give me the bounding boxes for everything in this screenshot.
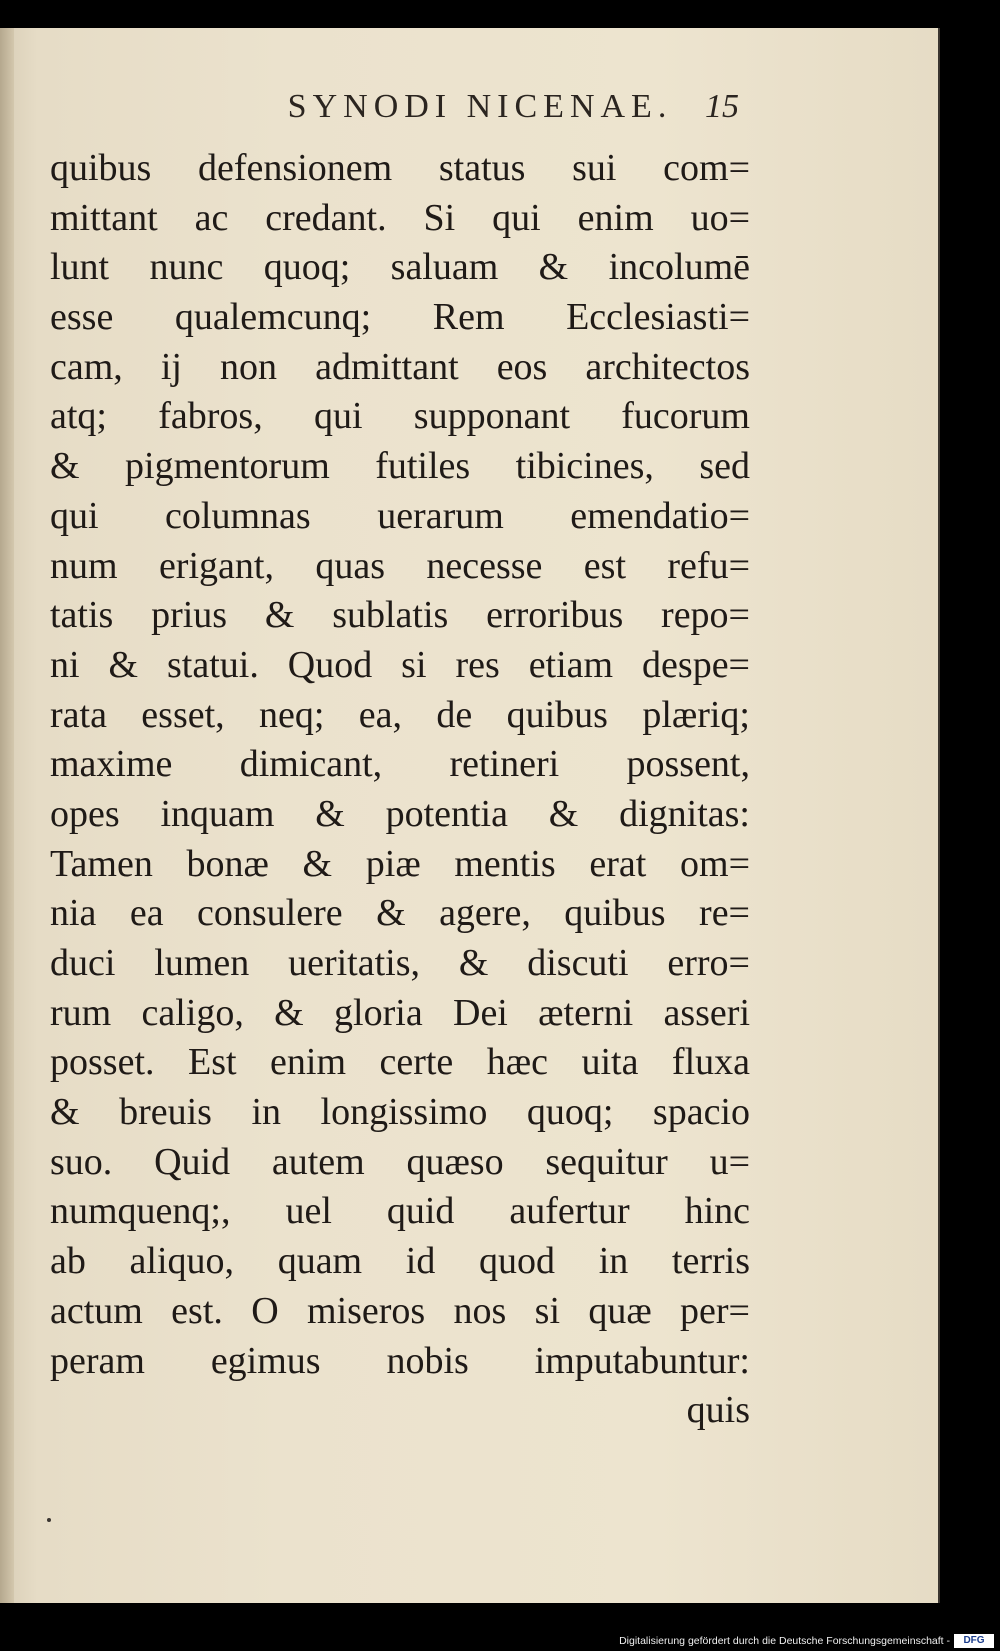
text-line: & breuis in longissimo quoq; spacio [50, 1091, 750, 1134]
text-line: posset. Est enim certe hæc uita fluxa [50, 1041, 750, 1084]
text-line: num erigant, quas necesse est refu= [50, 544, 750, 587]
body-text [50, 144, 750, 1436]
text-line: mittant ac credant. Si qui enim uo= [50, 196, 750, 239]
text-line: esse qualemcunq; Rem Ecclesiasti= [50, 296, 750, 339]
text-line: tatis prius & sublatis erroribus repo= [50, 594, 750, 637]
text-line: ni & statui. Quod si res etiam despe= [50, 643, 750, 686]
text-line: ab aliquo, quam id quod in terris [50, 1240, 750, 1283]
text-line: atq; fabros, qui supponant fucorum [50, 395, 750, 438]
funding-notice: Digitalisierung gefördert durch die Deutsche Forschungsgemeinschaft - [619, 1635, 950, 1647]
text-line: opes inquam & potentia & dignitas: [50, 792, 750, 835]
footer-bar [0, 1611, 1000, 1651]
text-line: & pigmentorum futiles tibicines, sed [50, 445, 750, 488]
text-line: Tamen bonæ & piæ mentis erat om= [50, 842, 750, 885]
ink-speck [47, 1518, 51, 1522]
catchword: quis [686, 1389, 750, 1432]
text-line: actum est. O miseros nos si quæ per= [50, 1289, 750, 1332]
text-line: lunt nunc quoq; saluam & incolumē [50, 246, 750, 289]
dfg-logo: DFG [954, 1634, 994, 1648]
text-line: qui columnas uerarum emendatio= [50, 494, 750, 537]
running-head: SYNODI NICENAE. [287, 88, 673, 125]
text-line: nia ea consulere & agere, quibus re= [50, 892, 750, 935]
text-line: peram egimus nobis imputabuntur: [50, 1339, 750, 1382]
text-line: numquenq;, uel quid aufertur hinc [50, 1190, 750, 1233]
page-number: 15 [705, 88, 739, 125]
book-page [0, 28, 940, 1603]
text-line: suo. Quid autem quæso sequitur u= [50, 1140, 750, 1183]
text-line: quibus defensionem status sui com= [50, 147, 750, 189]
text-line: rum caligo, & gloria Dei æterni asseri [50, 991, 750, 1034]
text-line: maxime dimicant, retineri possent, [50, 743, 750, 786]
text-line: duci lumen ueritatis, & discuti erro= [50, 942, 750, 984]
text-line: rata esset, neq; ea, de quibus plæriq; [50, 693, 750, 736]
text-line: cam, ij non admittant eos architectos [50, 345, 750, 388]
